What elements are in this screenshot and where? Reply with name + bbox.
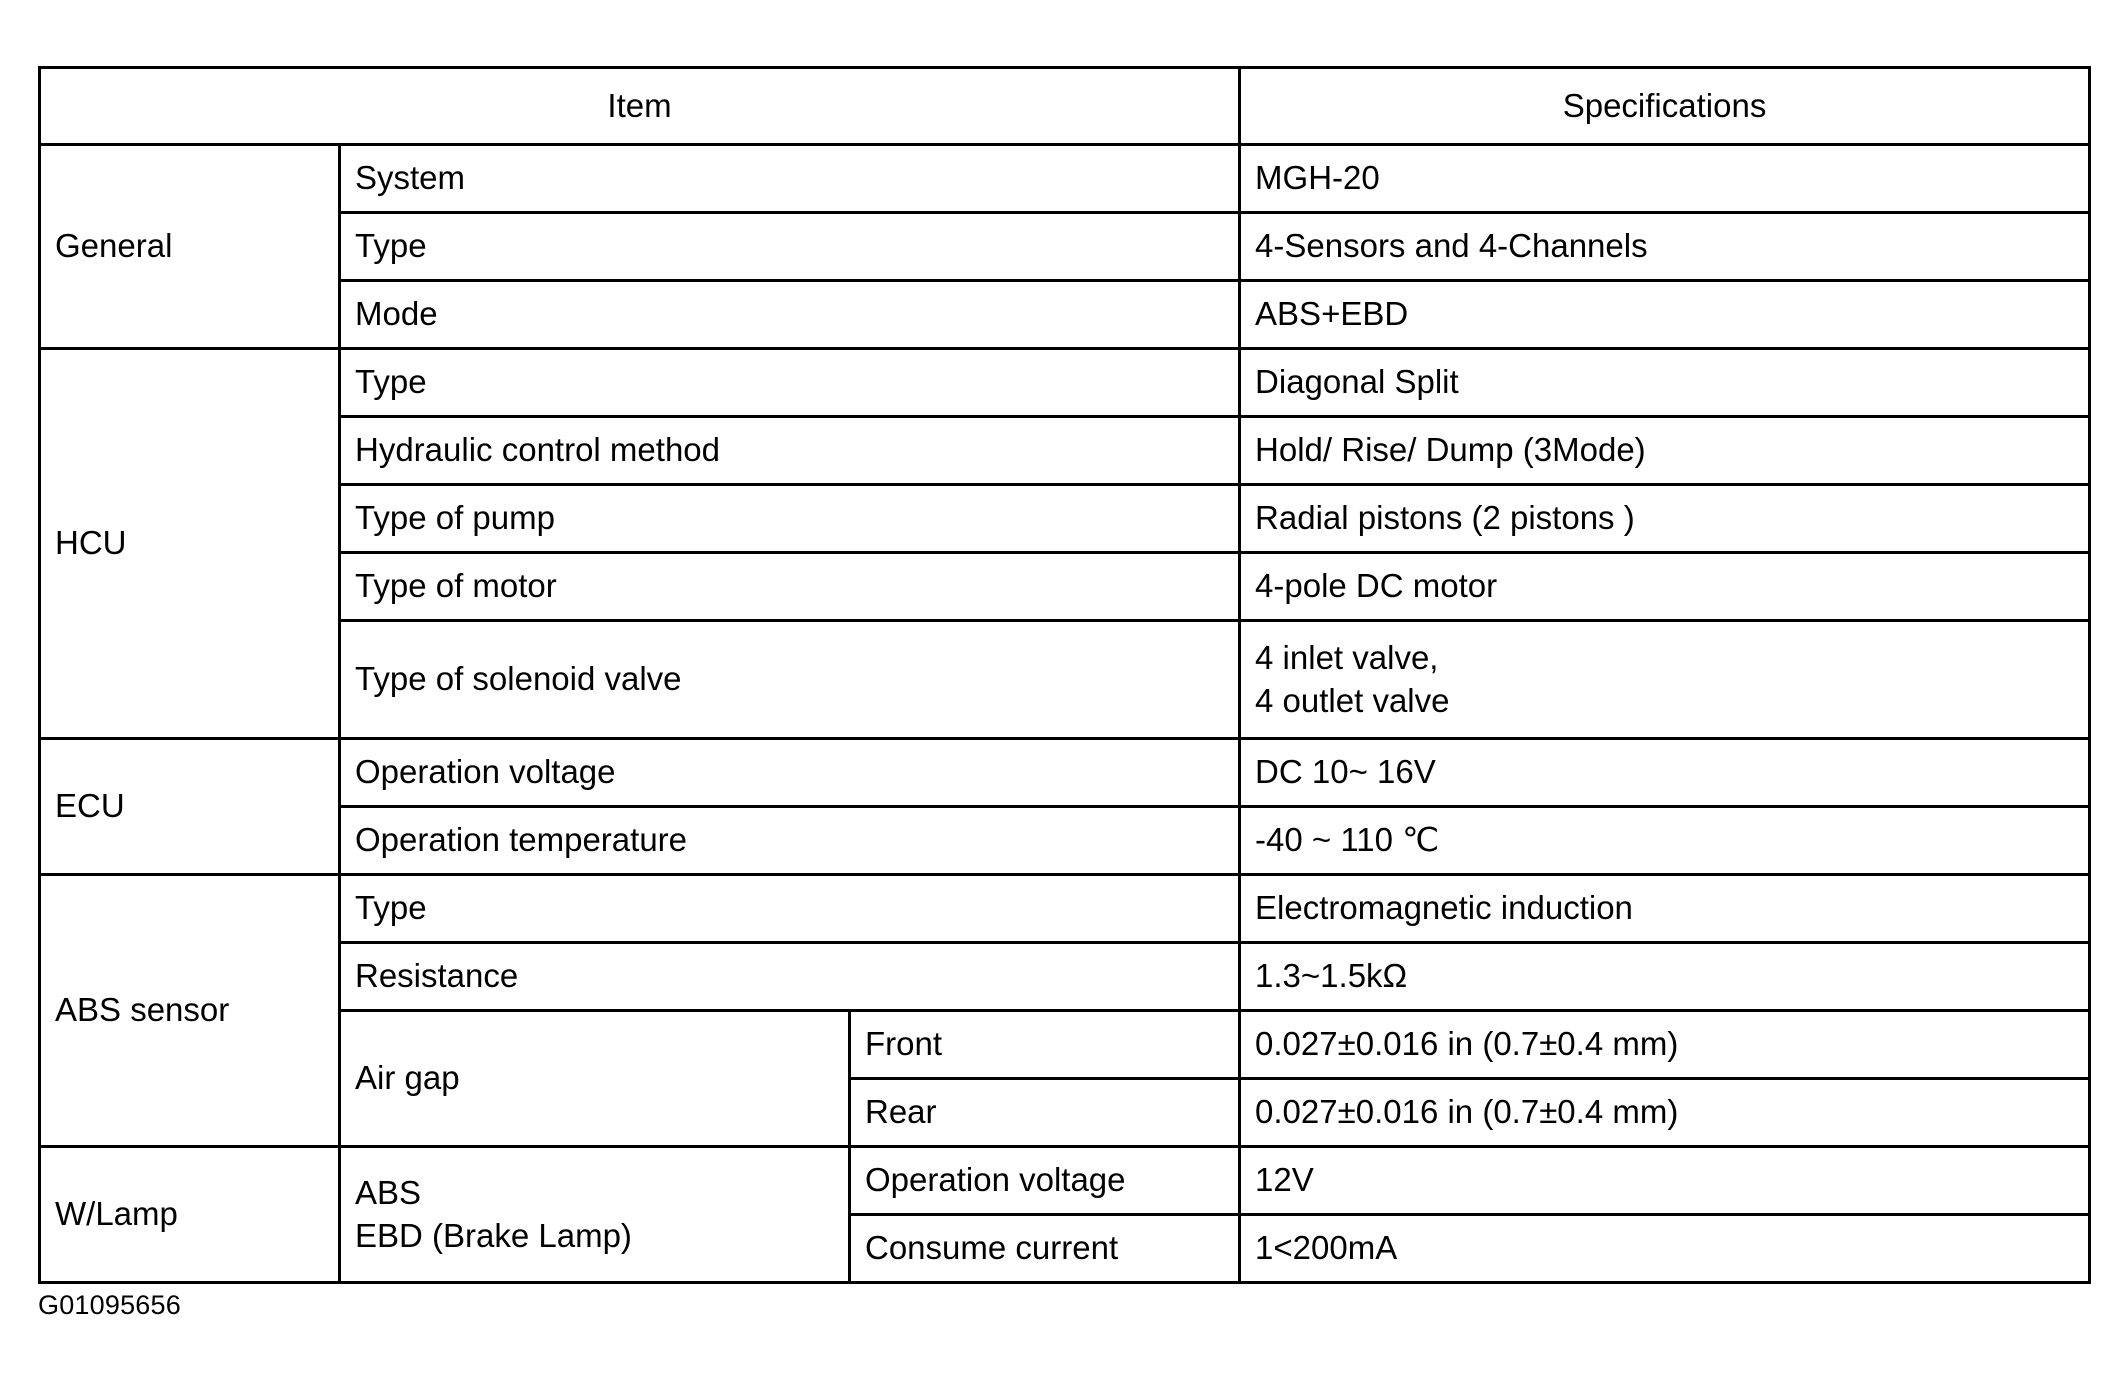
sub-item-label: Operation voltage [850, 1147, 1240, 1215]
item-label: Operation temperature [340, 807, 1240, 875]
sub-item-label: Consume current [850, 1215, 1240, 1283]
table-row [40, 1011, 2090, 1079]
header-specifications: Specifications [1240, 68, 2090, 145]
item-label: Type [340, 349, 1240, 417]
table-row [40, 807, 2090, 875]
spec-value-line1: 4 inlet valve, [1255, 639, 1439, 677]
item-label-line2: EBD (Brake Lamp) [355, 1216, 632, 1254]
table-row [40, 417, 2090, 485]
table-row [40, 145, 2090, 213]
item-label: Type of motor [340, 553, 1240, 621]
spec-value [1240, 621, 2090, 739]
item-label: Hydraulic control method [340, 417, 1240, 485]
table-row [40, 943, 2090, 1011]
spec-value: -40 ~ 110 ℃ [1240, 807, 2090, 875]
item-label: System [340, 145, 1240, 213]
item-label: Type [340, 875, 1240, 943]
spec-value: Radial pistons (2 pistons ) [1240, 485, 2090, 553]
spec-value: Diagonal Split [1240, 349, 2090, 417]
table-header-row [40, 68, 2090, 145]
item-label [340, 1147, 850, 1283]
item-label-line1: ABS [355, 1174, 422, 1212]
spec-value: 4-Sensors and 4-Channels [1240, 213, 2090, 281]
spec-value: 12V [1240, 1147, 2090, 1215]
header-item: Item [40, 68, 1240, 145]
table-row [40, 739, 2090, 807]
sub-item-label: Front [850, 1011, 1240, 1079]
spec-value: ABS+EBD [1240, 281, 2090, 349]
group-label-w-lamp: W/Lamp [40, 1147, 340, 1283]
table-row [40, 213, 2090, 281]
group-label-abs-sensor: ABS sensor [40, 875, 340, 1147]
item-label: Operation voltage [340, 739, 1240, 807]
spec-value: 1<200mA [1240, 1215, 2090, 1283]
item-label: Type [340, 213, 1240, 281]
spec-value: 4-pole DC motor [1240, 553, 2090, 621]
item-label: Resistance [340, 943, 1240, 1011]
sub-item-label: Rear [850, 1079, 1240, 1147]
table-row [40, 875, 2090, 943]
table-row [40, 281, 2090, 349]
spec-value: 0.027±0.016 in (0.7±0.4 mm) [1240, 1079, 2090, 1147]
group-label-ecu: ECU [40, 739, 340, 875]
spec-value: Electromagnetic induction [1240, 875, 2090, 943]
spec-value: Hold/ Rise/ Dump (3Mode) [1240, 417, 2090, 485]
table-row [40, 349, 2090, 417]
group-label-hcu: HCU [40, 349, 340, 739]
figure-caption: G01095656 [38, 1290, 181, 1320]
item-label: Type of solenoid valve [340, 621, 1240, 739]
table-row [40, 553, 2090, 621]
table-row [40, 1147, 2090, 1215]
table-row [40, 621, 2090, 739]
spec-value: DC 10~ 16V [1240, 739, 2090, 807]
spec-value: 0.027±0.016 in (0.7±0.4 mm) [1240, 1011, 2090, 1079]
group-label-general: General [40, 145, 340, 349]
spec-value: 1.3~1.5kΩ [1240, 943, 2090, 1011]
specifications-table [38, 66, 2091, 1284]
item-label: Type of pump [340, 485, 1240, 553]
spec-value-line2: 4 outlet valve [1255, 681, 1450, 719]
item-label: Mode [340, 281, 1240, 349]
spec-value: MGH-20 [1240, 145, 2090, 213]
item-label: Air gap [340, 1011, 850, 1147]
table-row [40, 485, 2090, 553]
